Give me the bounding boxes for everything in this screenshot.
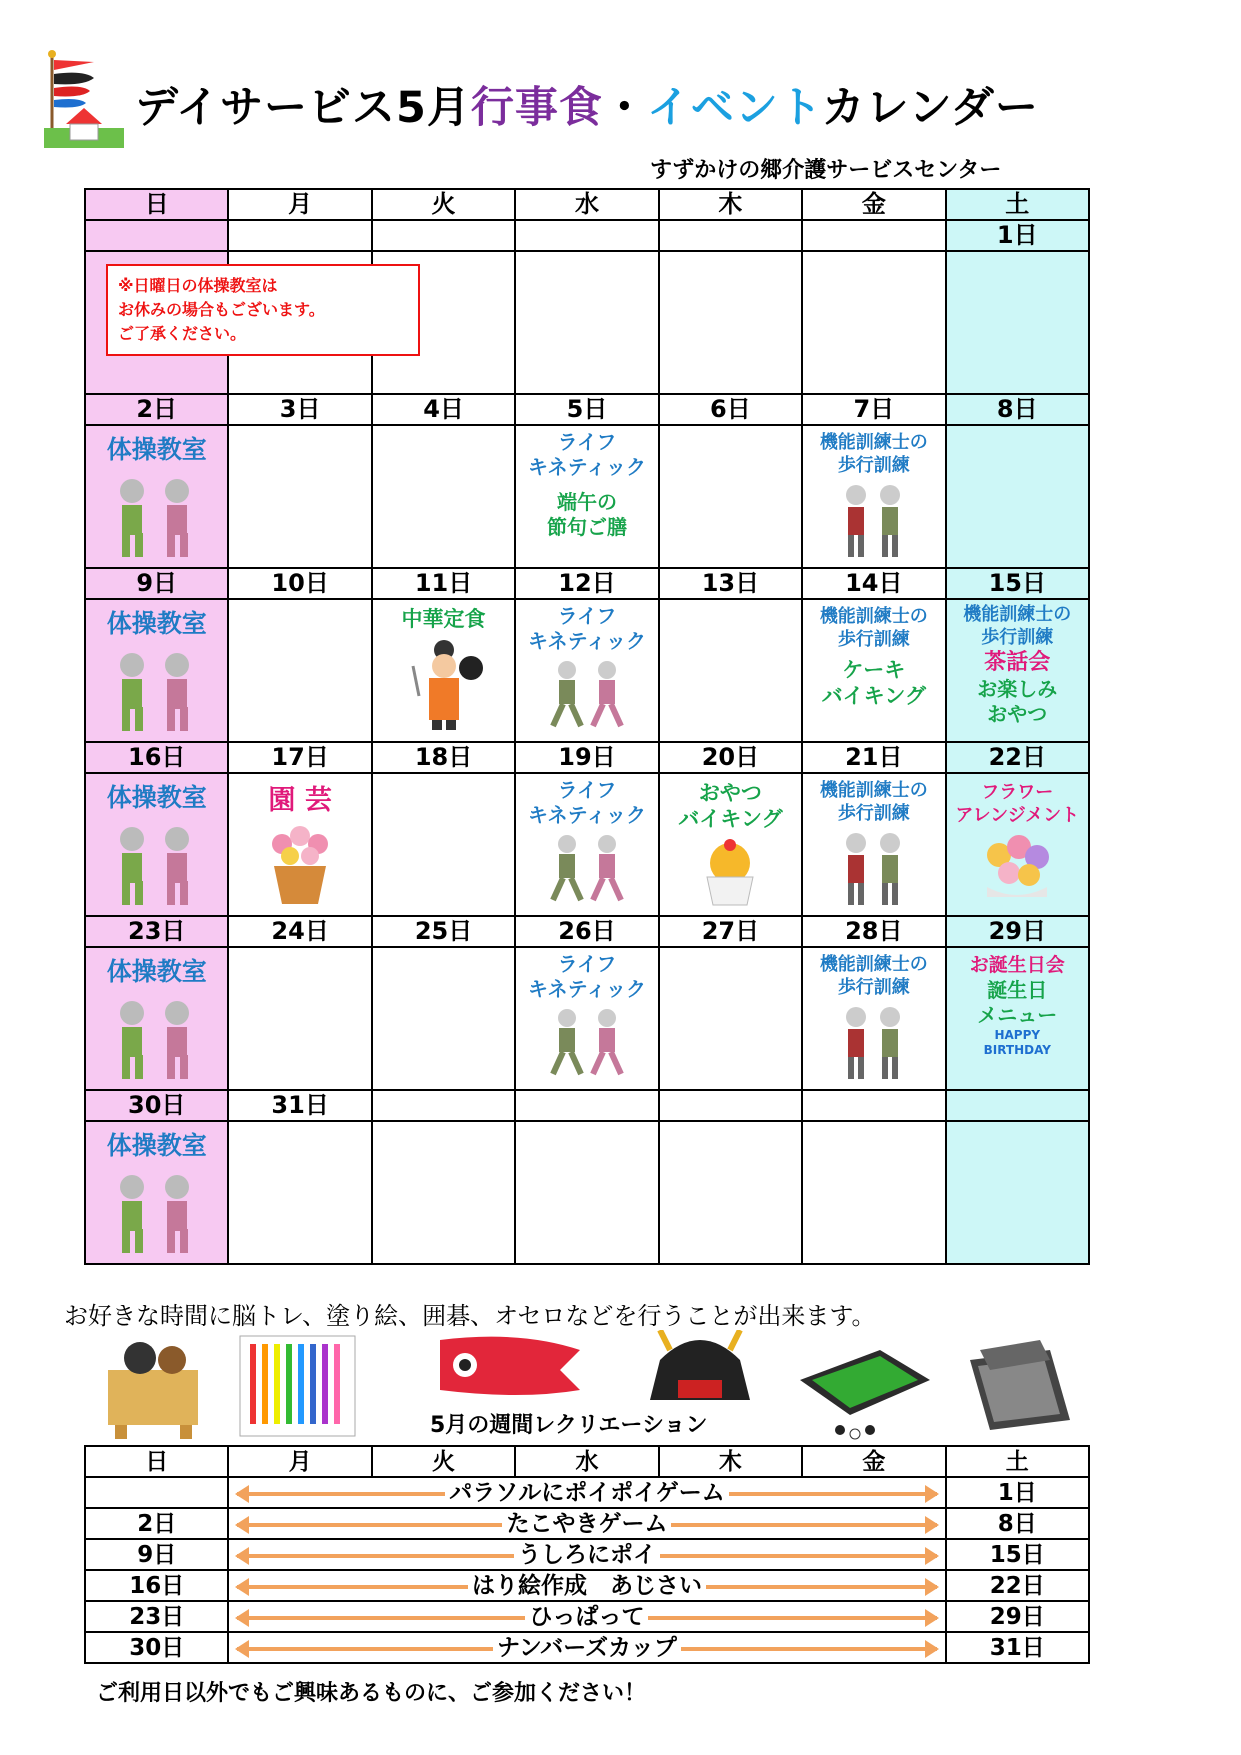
- event-chinese-meal: 中華定食: [401, 607, 486, 631]
- koinobori-house-icon: [44, 50, 124, 150]
- event-cell: [946, 1121, 1089, 1264]
- event-cell: [659, 425, 802, 568]
- day-thu: 木: [659, 1446, 802, 1477]
- event-cell: [85, 425, 228, 568]
- week-3-events: [85, 599, 1089, 742]
- date-cell: 11日: [372, 568, 515, 599]
- date-cell: 31日: [228, 1090, 371, 1121]
- date-cell: 2日: [85, 394, 228, 425]
- walking-elders-icon: [824, 481, 924, 561]
- event-cell: [802, 251, 945, 394]
- event-snack-buffet: [660, 780, 801, 833]
- kinetic-elders-icon: [537, 832, 637, 902]
- rec-activity: [228, 1570, 945, 1601]
- event-line: ライフ: [557, 430, 617, 454]
- date-cell: 22日: [946, 742, 1089, 773]
- date-cell: [802, 220, 945, 251]
- event-taiso: 体操教室: [106, 609, 207, 638]
- rec-row: [85, 1477, 1089, 1508]
- cupcake-icon: [695, 837, 765, 907]
- event-cell: [946, 425, 1089, 568]
- event-life-kinetic: [516, 778, 657, 828]
- date-cell: 5日: [515, 394, 658, 425]
- week-2-events: [85, 425, 1089, 568]
- week-5-dates: [85, 916, 1089, 947]
- exercise-icon: [97, 469, 217, 559]
- rec-row: [85, 1508, 1089, 1539]
- event-line: 歩行訓練: [837, 976, 910, 998]
- event-cell: [946, 947, 1089, 1090]
- event-walking-training: [803, 606, 944, 651]
- event-line: 機能訓練士の: [963, 604, 1072, 625]
- event-line: バイキング: [678, 807, 783, 832]
- event-taiso: 体操教室: [106, 957, 207, 986]
- event-cell: [659, 773, 802, 916]
- event-cake-buffet: [803, 657, 944, 710]
- notice-line: ※日曜日の体操教室は: [118, 276, 278, 295]
- day-wed: 水: [515, 189, 658, 220]
- event-cell: [85, 773, 228, 916]
- date-cell: [372, 220, 515, 251]
- event-line: 歩行訓練: [837, 628, 910, 650]
- day-thu: 木: [659, 189, 802, 220]
- event-cell: [515, 599, 658, 742]
- event-line: フラワー: [981, 782, 1054, 803]
- date-cell: 7日: [802, 394, 945, 425]
- event-cell: [372, 599, 515, 742]
- date-cell: [228, 220, 371, 251]
- event-cell: [946, 599, 1089, 742]
- day-fri: 金: [802, 189, 945, 220]
- event-cell: [515, 773, 658, 916]
- rec-start-date: 16日: [85, 1570, 228, 1601]
- rec-row: [85, 1539, 1089, 1570]
- event-line: メニュー: [977, 1002, 1058, 1027]
- date-cell: 26日: [515, 916, 658, 947]
- day-fri: 金: [802, 1446, 945, 1477]
- week-2-dates: [85, 394, 1089, 425]
- event-cell: [85, 1121, 228, 1264]
- event-line: おやつ: [698, 781, 762, 805]
- event-line: お楽しみ: [977, 676, 1058, 701]
- event-cell: [659, 599, 802, 742]
- free-activities-text: お好きな時間に脳トレ、塗り絵、囲碁、オセロなどを行うことが出来ます。: [64, 1302, 876, 1330]
- event-cell: [515, 1121, 658, 1264]
- exercise-icon: [97, 817, 217, 907]
- event-life-kinetic: [516, 430, 657, 480]
- day-sat: 土: [946, 1446, 1089, 1477]
- organization-name: すずかけの郷介護サービスセンター: [650, 158, 1002, 183]
- date-cell: 19日: [515, 742, 658, 773]
- date-cell: 24日: [228, 916, 371, 947]
- happy-birthday-logo: [947, 1028, 1088, 1058]
- day-header-row: [85, 189, 1089, 220]
- rec-end-date: 15日: [946, 1539, 1089, 1570]
- event-line: キネティック: [527, 629, 646, 653]
- event-line: 機能訓練士の: [819, 780, 928, 801]
- rec-end-date: 22日: [946, 1570, 1089, 1601]
- date-cell: 1日: [946, 220, 1089, 251]
- event-cell: [85, 599, 228, 742]
- event-taiso: 体操教室: [106, 435, 207, 464]
- event-birthday-menu: [947, 978, 1088, 1028]
- event-line: 機能訓練士の: [819, 432, 928, 453]
- tablet-icon: [970, 1340, 1070, 1430]
- event-line: バイキング: [821, 684, 926, 709]
- exercise-icon: [97, 1165, 217, 1255]
- event-cell: [659, 251, 802, 394]
- othello-board-icon: [800, 1350, 930, 1439]
- date-cell: 30日: [85, 1090, 228, 1121]
- date-cell: 4日: [372, 394, 515, 425]
- event-flower-arrangement: [947, 782, 1088, 827]
- rec-row: [85, 1570, 1089, 1601]
- event-line: 節句ご膳: [546, 515, 627, 539]
- event-cell: [946, 251, 1089, 394]
- day-wed: 水: [515, 1446, 658, 1477]
- date-cell: 13日: [659, 568, 802, 599]
- event-tango-meal: [516, 490, 657, 540]
- rec-start-date: 23日: [85, 1601, 228, 1632]
- chef-icon: [399, 636, 489, 731]
- rec-activity: [228, 1539, 945, 1570]
- event-cell: [515, 947, 658, 1090]
- date-cell: 18日: [372, 742, 515, 773]
- event-walking-training: [803, 954, 944, 999]
- date-cell: 21日: [802, 742, 945, 773]
- logo-line: HAPPY: [994, 1027, 1041, 1042]
- rec-end-date: 29日: [946, 1601, 1089, 1632]
- event-cell: [228, 599, 371, 742]
- event-line: ライフ: [557, 778, 617, 802]
- day-tue: 火: [372, 189, 515, 220]
- event-line: ライフ: [557, 604, 617, 628]
- date-cell: 28日: [802, 916, 945, 947]
- walking-elders-icon: [824, 829, 924, 909]
- koinobori-icon: [440, 1337, 580, 1395]
- date-cell: 17日: [228, 742, 371, 773]
- rec-row: [85, 1632, 1089, 1663]
- week-6-events: [85, 1121, 1089, 1264]
- notice-line: ご了承ください。: [118, 324, 247, 343]
- day-mon: 月: [228, 189, 371, 220]
- rec-row: [85, 1601, 1089, 1632]
- event-cell: [515, 251, 658, 394]
- go-board-icon: [108, 1342, 198, 1439]
- rec-end-date: 31日: [946, 1632, 1089, 1663]
- date-cell: [659, 220, 802, 251]
- rec-start-date: 30日: [85, 1632, 228, 1663]
- event-cell: [228, 425, 371, 568]
- event-line: 誕生日: [987, 977, 1048, 1002]
- date-cell: 9日: [85, 568, 228, 599]
- weekly-recreation-table: [84, 1445, 1090, 1664]
- week-1-dates: [85, 220, 1089, 251]
- rec-start-date: 2日: [85, 1508, 228, 1539]
- rec-activity: [228, 1632, 945, 1663]
- event-birthday-party: お誕生日会: [969, 954, 1065, 976]
- day-sat: 土: [946, 189, 1089, 220]
- date-cell: 25日: [372, 916, 515, 947]
- page-title: デイサービス5月行事食・イベントカレンダー: [135, 83, 1039, 133]
- event-line: 歩行訓練: [837, 454, 910, 476]
- event-life-kinetic: [516, 604, 657, 654]
- event-life-kinetic: [516, 952, 657, 1002]
- rec-activity-label: ひっぱって: [525, 1604, 648, 1630]
- week-1-events: [85, 251, 1089, 394]
- event-cell: [85, 947, 228, 1090]
- rec-activity-label: ナンバーズカップ: [493, 1635, 681, 1661]
- event-line: 機能訓練士の: [819, 606, 928, 627]
- event-walking-training: [803, 780, 944, 825]
- event-cell: [802, 599, 945, 742]
- date-cell: [515, 220, 658, 251]
- date-cell: 23日: [85, 916, 228, 947]
- day-sun: 日: [85, 189, 228, 220]
- event-line: アレンジメント: [955, 804, 1080, 826]
- footer-note: ご利用日以外でもご興味あるものに、ご参加ください！: [96, 1681, 647, 1706]
- event-cell: [228, 1121, 371, 1264]
- event-cell: [802, 425, 945, 568]
- exercise-icon: [97, 991, 217, 1081]
- walking-elders-icon: [824, 1003, 924, 1083]
- event-line: 歩行訓練: [981, 626, 1054, 648]
- event-cell: [228, 947, 371, 1090]
- event-cell: [228, 773, 371, 916]
- event-cell: [372, 1121, 515, 1264]
- day-tue: 火: [372, 1446, 515, 1477]
- date-cell: 27日: [659, 916, 802, 947]
- event-cell: [372, 425, 515, 568]
- event-cell: [228, 251, 371, 394]
- event-cell: [372, 251, 515, 394]
- date-cell: 20日: [659, 742, 802, 773]
- date-cell: 16日: [85, 742, 228, 773]
- date-cell: [372, 1090, 515, 1121]
- event-line: ケーキ: [842, 658, 906, 682]
- date-cell: 6日: [659, 394, 802, 425]
- event-calendar: [84, 188, 1090, 1265]
- event-cell: [372, 947, 515, 1090]
- event-taiso: 体操教室: [106, 1131, 207, 1160]
- date-cell: 10日: [228, 568, 371, 599]
- kinetic-elders-icon: [537, 658, 637, 728]
- event-cell: [515, 425, 658, 568]
- date-cell: 14日: [802, 568, 945, 599]
- event-line: ライフ: [557, 952, 617, 976]
- rec-activity-label: パラソルにポイポイゲーム: [445, 1480, 729, 1506]
- colored-pencils-icon: [240, 1336, 355, 1436]
- date-cell: 29日: [946, 916, 1089, 947]
- event-cell: [85, 251, 325, 394]
- date-cell: 3日: [228, 394, 371, 425]
- week-6-dates: [85, 1090, 1089, 1121]
- day-sun: 日: [85, 1446, 228, 1477]
- date-cell: [515, 1090, 658, 1121]
- rec-activity-label: たこやきゲーム: [502, 1511, 671, 1537]
- week-3-dates: [85, 568, 1089, 599]
- event-cell: [372, 773, 515, 916]
- rec-activity-label: うしろにポイ: [514, 1542, 660, 1568]
- event-gardening: 園 芸: [268, 785, 332, 816]
- date-cell: 15日: [946, 568, 1089, 599]
- day-mon: 月: [228, 1446, 371, 1477]
- rec-activity: [228, 1601, 945, 1632]
- event-cell: [659, 1121, 802, 1264]
- event-cell: [802, 773, 945, 916]
- event-line: キネティック: [527, 455, 646, 479]
- rec-end-date: 1日: [946, 1477, 1089, 1508]
- week-5-events: [85, 947, 1089, 1090]
- date-cell: 12日: [515, 568, 658, 599]
- rec-activity: [228, 1508, 945, 1539]
- event-taiso: 体操教室: [106, 783, 207, 812]
- event-walking-training: [803, 432, 944, 477]
- event-line: 歩行訓練: [837, 802, 910, 824]
- rec-activity: [228, 1477, 945, 1508]
- rec-activity-label: はり絵作成 あじさい: [468, 1573, 706, 1599]
- kinetic-elders-icon: [537, 1006, 637, 1076]
- week-4-events: [85, 773, 1089, 916]
- date-cell: [802, 1090, 945, 1121]
- flowerpot-icon: [260, 822, 340, 907]
- event-walking-training: [947, 604, 1088, 649]
- event-line: おやつ: [987, 701, 1048, 726]
- event-cell: [802, 947, 945, 1090]
- event-line: 端午の: [556, 490, 617, 514]
- event-line: キネティック: [527, 977, 646, 1001]
- logo-line: BIRTHDAY: [983, 1042, 1051, 1057]
- event-tea-party: 茶話会: [984, 650, 1051, 675]
- exercise-icon: [97, 643, 217, 733]
- date-cell: [85, 220, 228, 251]
- rec-header-row: [85, 1446, 1089, 1477]
- event-cell: [802, 1121, 945, 1264]
- rec-start-date: [85, 1477, 228, 1508]
- date-cell: [946, 1090, 1089, 1121]
- week-4-dates: [85, 742, 1089, 773]
- event-line: 機能訓練士の: [819, 954, 928, 975]
- samurai-helmet-icon: [650, 1330, 750, 1400]
- event-line: キネティック: [527, 803, 646, 827]
- weekly-recreation-title: 5月の週間レクリエーション: [430, 1413, 708, 1438]
- rec-end-date: 8日: [946, 1508, 1089, 1539]
- rec-start-date: 9日: [85, 1539, 228, 1570]
- notice-line: お休みの場合もございます。: [118, 300, 325, 319]
- date-cell: [659, 1090, 802, 1121]
- event-cell: [946, 773, 1089, 916]
- event-cell: [659, 947, 802, 1090]
- date-cell: 8日: [946, 394, 1089, 425]
- bouquet-icon: [977, 831, 1057, 901]
- event-snack: [947, 677, 1088, 727]
